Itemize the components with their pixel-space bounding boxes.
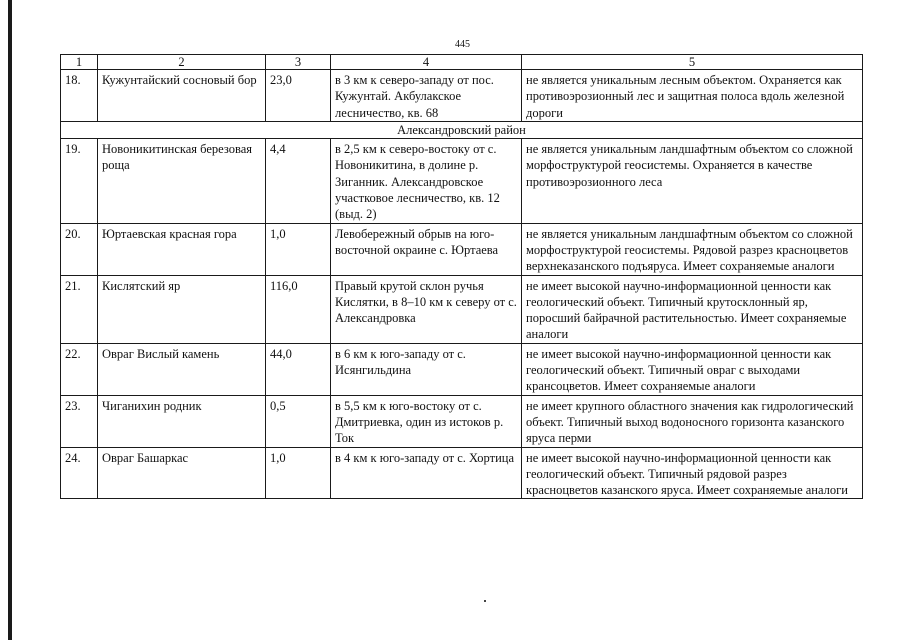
location-cell: в 5,5 км к юго-востоку от с. Дмитриевка, один из истоков р. Ток — [331, 395, 522, 447]
location-cell: Левобережный обрыв на юго-восточной окраине с. Юртаева — [331, 223, 522, 275]
object-name-cell: Чиганихин родник — [98, 395, 266, 447]
area-cell: 1,0 — [266, 223, 331, 275]
description-cell: не имеет высокой научно-информационной ценности как геологический объект. Типичный крутосклонный яр, поросший байрачной растительностью. Имеет сохраняемые аналоги — [522, 275, 863, 343]
table-row — [61, 275, 863, 343]
location-cell: в 3 км к северо-западу от пос. Кужунтай. Акбулакское лесничество, кв. 68 — [331, 70, 522, 122]
area-cell: 44,0 — [266, 343, 331, 395]
description-cell: не имеет крупного областного значения как гидрологический объект. Типичный выход водоносного горизонта казанского яруса перми — [522, 395, 863, 447]
object-name-cell: Овраг Башаркас — [98, 447, 266, 499]
table-row — [61, 223, 863, 275]
description-cell: не имеет высокой научно-информационной ценности как геологический объект. Типичный овраг с выходами крансоцветов. Имеет сохраняемые аналоги — [522, 343, 863, 395]
location-cell: в 4 км к юго-западу от с. Хортица — [331, 447, 522, 499]
column-number: 3 — [266, 55, 331, 70]
table-row — [61, 70, 863, 122]
object-name-cell: Юртаевская красная гора — [98, 223, 266, 275]
description-cell: не является уникальным ландшафтным объектом со сложной морфоструктурой геосистемы. Рядовой разрез красноцветов верхнеказанского подъяруса. Имеет сохраняемые аналоги — [522, 223, 863, 275]
row-number-cell: 22. — [61, 343, 98, 395]
section-title: Александровский район — [61, 121, 863, 138]
column-number: 5 — [522, 55, 863, 70]
row-number-cell: 18. — [61, 70, 98, 122]
section-row — [61, 121, 863, 138]
row-number-cell: 19. — [61, 139, 98, 223]
row-number-cell: 24. — [61, 447, 98, 499]
column-number: 1 — [61, 55, 98, 70]
table-row — [61, 343, 863, 395]
column-number-row — [61, 55, 863, 70]
object-name-cell: Кислятский яр — [98, 275, 266, 343]
area-cell: 23,0 — [266, 70, 331, 122]
object-name-cell: Новоникитинская березовая роща — [98, 139, 266, 223]
area-cell: 0,5 — [266, 395, 331, 447]
column-number: 2 — [98, 55, 266, 70]
scan-speck — [484, 600, 486, 602]
description-cell: не является уникальным лесным объектом. Охраняется как противоэрозионный лес и защитная полоса вдоль железной дороги — [522, 70, 863, 122]
location-cell: в 2,5 км к северо-востоку от с. Новоникитина, в долине р. Зиганник. Александровское участковое лесничество, кв. 12 (выд. 2) — [331, 139, 522, 223]
row-number-cell: 20. — [61, 223, 98, 275]
location-cell: в 6 км к юго-западу от с. Исянгильдина — [331, 343, 522, 395]
table-row — [61, 139, 863, 223]
area-cell: 116,0 — [266, 275, 331, 343]
object-name-cell: Кужунтайский сосновый бор — [98, 70, 266, 122]
table-row — [61, 447, 863, 499]
description-cell: не является уникальным ландшафтным объектом со сложной морфоструктурой геосистемы. Охраняется в качестве противоэрозионного леса — [522, 139, 863, 223]
page-edge-bar — [8, 0, 12, 640]
row-number-cell: 23. — [61, 395, 98, 447]
row-number-cell: 21. — [61, 275, 98, 343]
column-number: 4 — [331, 55, 522, 70]
area-cell: 1,0 — [266, 447, 331, 499]
table-body — [61, 55, 863, 499]
description-cell: не имеет высокой научно-информационной ценности как геологический объект. Типичный рядовой разрез красноцветов казанского яруса. Имеет сохраняемые аналоги — [522, 447, 863, 499]
table-row — [61, 395, 863, 447]
page-number: 445 — [455, 39, 470, 50]
location-cell: Правый крутой склон ручья Кислятки, в 8–10 км к северу от с. Александровка — [331, 275, 522, 343]
objects-table — [60, 54, 863, 499]
object-name-cell: Овраг Вислый камень — [98, 343, 266, 395]
area-cell: 4,4 — [266, 139, 331, 223]
